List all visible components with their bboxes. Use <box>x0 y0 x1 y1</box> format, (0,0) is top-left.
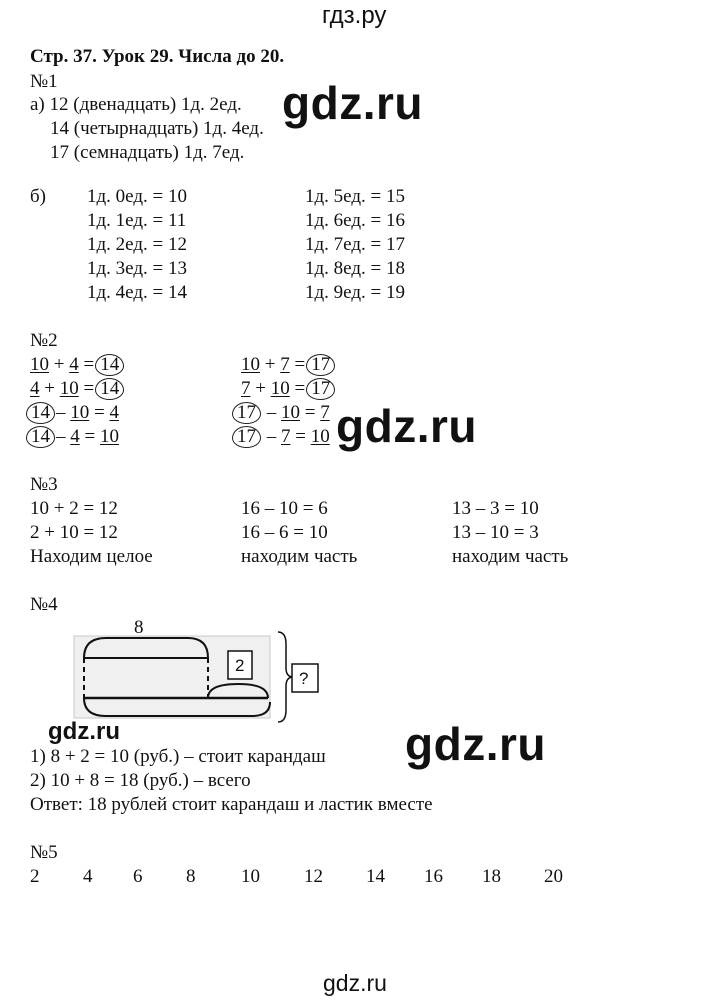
ex2-right-eq-2 <box>241 377 336 401</box>
diagram-label-two: 2 <box>235 656 245 675</box>
operator: – <box>56 402 71 423</box>
ex2-right-eq-1 <box>241 353 336 377</box>
ex2-number: №2 <box>30 330 58 351</box>
operator: + <box>260 354 281 375</box>
ex2-right-eq-3 <box>231 401 330 425</box>
ex3-col3-line3: находим часть <box>452 546 569 567</box>
term: 10 <box>270 378 290 399</box>
ex2-left-eq-1 <box>30 353 125 377</box>
ex5-item: 8 <box>186 866 196 887</box>
ex2-left-eq-2 <box>30 377 125 401</box>
operator: = <box>290 426 311 447</box>
watermark-2: gdz.ru <box>336 400 477 452</box>
ex1-b-right-4: 1д. 8ед. = 18 <box>305 258 405 279</box>
curly-brace <box>278 632 292 722</box>
ex1-b-left-5: 1д. 4ед. = 14 <box>87 282 187 303</box>
ex5-item: 12 <box>304 866 323 887</box>
term: 7 <box>241 378 251 399</box>
ex4-diagram <box>72 612 328 727</box>
term: 10 <box>281 402 300 423</box>
circled-whole: 14 <box>26 402 55 424</box>
term: 7 <box>281 426 291 447</box>
operator: = <box>89 402 110 423</box>
ex4-answer: Ответ: 18 рублей стоит карандаш и ластик вместе <box>30 794 433 815</box>
circled-whole: 14 <box>95 354 124 376</box>
ex1-b-right-2: 1д. 6ед. = 16 <box>305 210 405 231</box>
page-title: Стр. 37. Урок 29. Числа до 20. <box>30 46 285 67</box>
circled-whole: 14 <box>95 378 124 400</box>
segment-diagram <box>72 612 328 727</box>
circled-whole: 17 <box>306 378 335 400</box>
ex3-col2-line3: находим часть <box>241 546 358 567</box>
ex5-item: 6 <box>133 866 143 887</box>
watermark-4: gdz.ru <box>48 718 120 745</box>
circled-whole: 17 <box>306 354 335 376</box>
ex1-b-left-1: 1д. 0ед. = 10 <box>87 186 187 207</box>
term: 7 <box>280 354 290 375</box>
ex1-b-label: б) <box>30 186 46 207</box>
ex3-col2-line1: 16 – 10 = 6 <box>241 498 328 519</box>
diagram-label-question: ? <box>299 669 309 688</box>
term: 10 <box>70 402 90 423</box>
ex3-col2-line2: 16 – 6 = 10 <box>241 522 328 543</box>
term: 10 <box>30 354 49 375</box>
ex1-a-line-1: а) 12 (двенадцать) 1д. 2ед. <box>30 94 242 115</box>
ex4-line-1: 1) 8 + 2 = 10 (руб.) – стоит карандаш <box>30 746 326 767</box>
ex5-item: 14 <box>366 866 385 887</box>
ex3-col1-line3: Находим целое <box>30 546 153 567</box>
circled-whole: 17 <box>232 402 261 424</box>
ex1-b-right-1: 1д. 5ед. = 15 <box>305 186 405 207</box>
ex1-b-right-3: 1д. 7ед. = 17 <box>305 234 405 255</box>
watermark-1: gdz.ru <box>282 77 423 129</box>
ex4-number: №4 <box>30 594 58 615</box>
operator: – <box>262 426 281 447</box>
ex3-col3-line1: 13 – 3 = 10 <box>452 498 539 519</box>
ex1-b-left-2: 1д. 1ед. = 11 <box>87 210 187 231</box>
ex3-col3-line2: 13 – 10 = 3 <box>452 522 539 543</box>
ex3-col1-line1: 10 + 2 = 12 <box>30 498 118 519</box>
operator: = <box>78 378 95 399</box>
circled-whole: 14 <box>26 426 55 448</box>
ex5-item: 2 <box>30 866 40 887</box>
operator: = <box>289 378 306 399</box>
term: 10 <box>310 426 330 447</box>
operator: + <box>49 354 70 375</box>
term: 4 <box>109 402 119 423</box>
ex4-line-2: 2) 10 + 8 = 18 (руб.) – всего <box>30 770 251 791</box>
term: 4 <box>69 354 79 375</box>
term: 10 <box>241 354 260 375</box>
ex5-item: 18 <box>482 866 501 887</box>
operator: + <box>250 378 271 399</box>
ex5-item: 10 <box>241 866 260 887</box>
watermark-top: гдз.ру <box>322 2 387 29</box>
ex5-item: 16 <box>424 866 443 887</box>
ex2-left-eq-3 <box>25 401 119 425</box>
operator: = <box>78 354 95 375</box>
term: 10 <box>99 426 119 447</box>
term: 4 <box>70 426 80 447</box>
operator: = <box>300 402 321 423</box>
ex1-b-right-5: 1д. 9ед. = 19 <box>305 282 405 303</box>
ex1-a-line-2: 14 (четырнадцать) 1д. 4ед. <box>50 118 264 139</box>
operator: – <box>56 426 71 447</box>
ex1-b-left-4: 1д. 3ед. = 13 <box>87 258 187 279</box>
term: 7 <box>320 402 330 423</box>
term: 10 <box>59 378 79 399</box>
ex5-item: 4 <box>83 866 93 887</box>
term: 4 <box>30 378 40 399</box>
operator: – <box>262 402 281 423</box>
ex1-a-line-3: 17 (семнадцать) 1д. 7ед. <box>50 142 245 163</box>
diagram-label-eight: 8 <box>134 617 144 638</box>
ex2-left-eq-4 <box>25 425 119 449</box>
circled-whole: 17 <box>232 426 261 448</box>
ex1-b-left-3: 1д. 2ед. = 12 <box>87 234 187 255</box>
operator: = <box>289 354 306 375</box>
watermark-bottom: gdz.ru <box>323 970 387 996</box>
ex2-right-eq-4 <box>231 425 330 449</box>
watermark-3: gdz.ru <box>405 718 546 770</box>
ex5-number: №5 <box>30 842 58 863</box>
ex3-number: №3 <box>30 474 58 495</box>
ex3-col1-line2: 2 + 10 = 12 <box>30 522 118 543</box>
ex5-item: 20 <box>544 866 563 887</box>
operator: + <box>39 378 60 399</box>
operator: = <box>79 426 100 447</box>
ex1-number: №1 <box>30 71 58 92</box>
